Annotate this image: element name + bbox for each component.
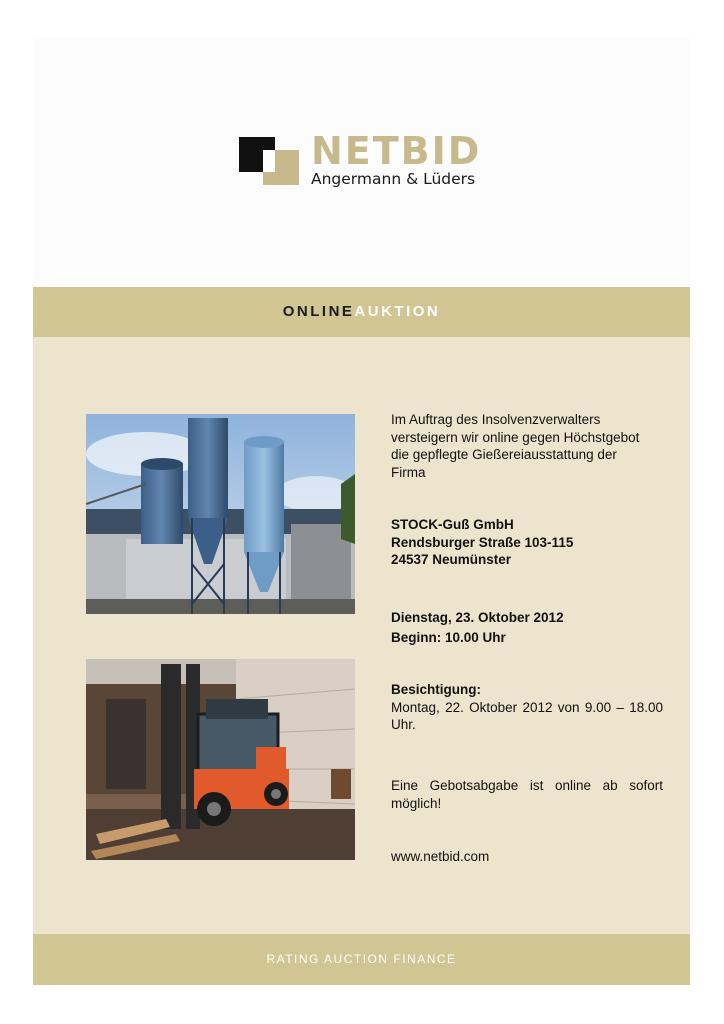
brand-name: NETBID — [311, 129, 482, 173]
online-auction-banner — [33, 287, 690, 337]
netbid-logo — [239, 129, 529, 197]
auction-day: Dienstag, 23. Oktober 2012 — [391, 610, 564, 625]
brand-subtitle: Angermann & Lüders — [311, 170, 476, 188]
company-name: STOCK-Guß GmbH — [391, 517, 514, 532]
intro-line: die gepflegte Gießereiausstattung der — [391, 447, 617, 462]
silo-factory-photo — [86, 414, 355, 614]
viewing-text: Montag, 22. Oktober 2012 von 9.00 – 18.00 Uhr. — [391, 699, 663, 732]
intro-text — [391, 411, 663, 481]
flyer-page — [33, 37, 690, 985]
banner-auktion: AUKTION — [354, 303, 441, 320]
company-address — [391, 516, 663, 569]
logo-mark-icon — [239, 137, 301, 187]
viewing-info — [391, 681, 663, 734]
intro-line: Firma — [391, 464, 426, 480]
intro-line: Im Auftrag des Insolvenzverwalters — [391, 412, 601, 427]
bid-info: Eine Gebotsabgabe ist online ab sofort möglich! — [391, 778, 663, 811]
auction-start: Beginn: 10.00 Uhr — [391, 629, 506, 645]
forklift-warehouse-photo — [86, 659, 355, 860]
auction-date — [391, 609, 663, 648]
website-link[interactable]: www.netbid.com — [391, 849, 490, 864]
viewing-heading: Besichtigung: — [391, 682, 481, 697]
banner-online: ONLINE — [282, 303, 355, 320]
intro-line: versteigern wir online gegen Höchstgebot — [391, 429, 640, 445]
company-street: Rendsburger Straße 103-115 — [391, 534, 574, 550]
footer-tagline: RATING AUCTION FINANCE — [33, 934, 690, 985]
company-city: 24537 Neumünster — [391, 552, 512, 567]
header — [33, 37, 690, 287]
